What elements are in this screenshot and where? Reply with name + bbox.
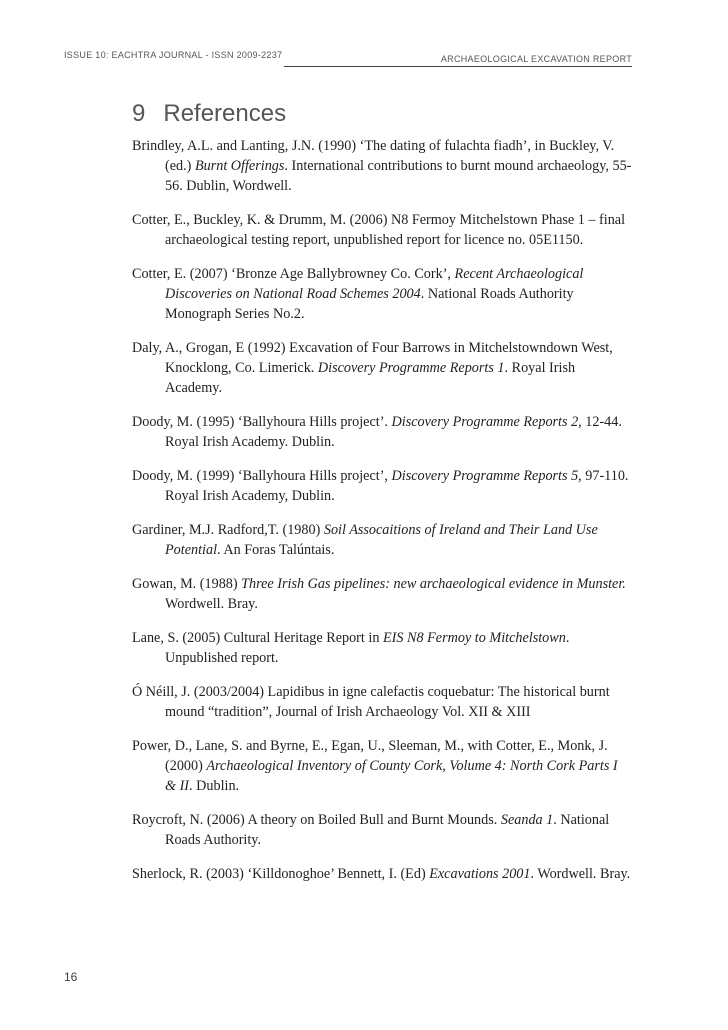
reference-item: Power, D., Lane, S. and Byrne, E., Egan, U., Sleeman, M., with Cotter, E., Monk, J. (2000) Archaeological Inventory of County Cork, Volume 4: North Cork Parts I & II. Dublin. bbox=[132, 738, 618, 794]
reference-item: Sherlock, R. (2003) ‘Killdonoghoe’ Bennett, I. (Ed) Excavations 2001. Wordwell. Bray. bbox=[132, 866, 631, 882]
section-title bbox=[132, 100, 286, 128]
reference-item: Doody, M. (1999) ‘Ballyhoura Hills project’, Discovery Programme Reports 5, 97-110. Royal Irish Academy, Dublin. bbox=[132, 468, 629, 504]
reference-item: Brindley, A.L. and Lanting, J.N. (1990) ‘The dating of fulachta fiadh’, in Buckley, V. (ed.) Burnt Offerings. International contributions to burnt mound archaeology, 55-56. Dublin, Wordwell. bbox=[132, 138, 632, 194]
reference-list bbox=[132, 136, 632, 898]
reference-item: Roycroft, N. (2006) A theory on Boiled Bull and Burnt Mounds. Seanda 1. National Roads Authority. bbox=[132, 812, 610, 848]
reference-item: Cotter, E., Buckley, K. & Drumm, M. (2006) N8 Fermoy Mitchelstown Phase 1 – final archaeological testing report, unpublished report for licence no. 05E1150. bbox=[132, 212, 626, 248]
section-number: 9 bbox=[132, 100, 146, 127]
section-title-text: References bbox=[163, 100, 287, 127]
page-number: 16 bbox=[64, 970, 78, 984]
reference-item: Doody, M. (1995) ‘Ballyhoura Hills project’. Discovery Programme Reports 2, 12-44. Royal Irish Academy. Dublin. bbox=[132, 414, 622, 450]
reference-item: Gardiner, M.J. Radford,T. (1980) Soil Assocaitions of Ireland and Their Land Use Potential. An Foras Talúntais. bbox=[132, 522, 598, 558]
reference-item: Lane, S. (2005) Cultural Heritage Report in EIS N8 Fermoy to Mitchelstown. Unpublished report. bbox=[132, 630, 570, 666]
header-rule bbox=[284, 66, 632, 67]
page-header bbox=[64, 50, 632, 68]
report-type-label: ARCHAEOLOGICAL EXCAVATION REPORT bbox=[440, 54, 632, 64]
journal-issue-label: ISSUE 10: EACHTRA JOURNAL - ISSN 2009-2237 bbox=[64, 50, 283, 60]
reference-item: Cotter, E. (2007) ‘Bronze Age Ballybrowney Co. Cork’, Recent Archaeological Discoveries on National Road Schemes 2004. National Roads Authority Monograph Series No.2. bbox=[132, 266, 584, 322]
reference-item: Ó Néill, J. (2003/2004) Lapidibus in igne calefactis coquebatur: The historical burnt mound “tradition”, Journal of Irish Archaeology Vol. XII & XIII bbox=[132, 684, 610, 720]
reference-item: Daly, A., Grogan, E (1992) Excavation of Four Barrows in Mitchelstowndown West, Knocklong, Co. Limerick. Discovery Programme Reports 1. Royal Irish Academy. bbox=[132, 340, 613, 396]
reference-item: Gowan, M. (1988) Three Irish Gas pipelines: new archaeological evidence in Munster. Wordwell. Bray. bbox=[132, 576, 626, 612]
